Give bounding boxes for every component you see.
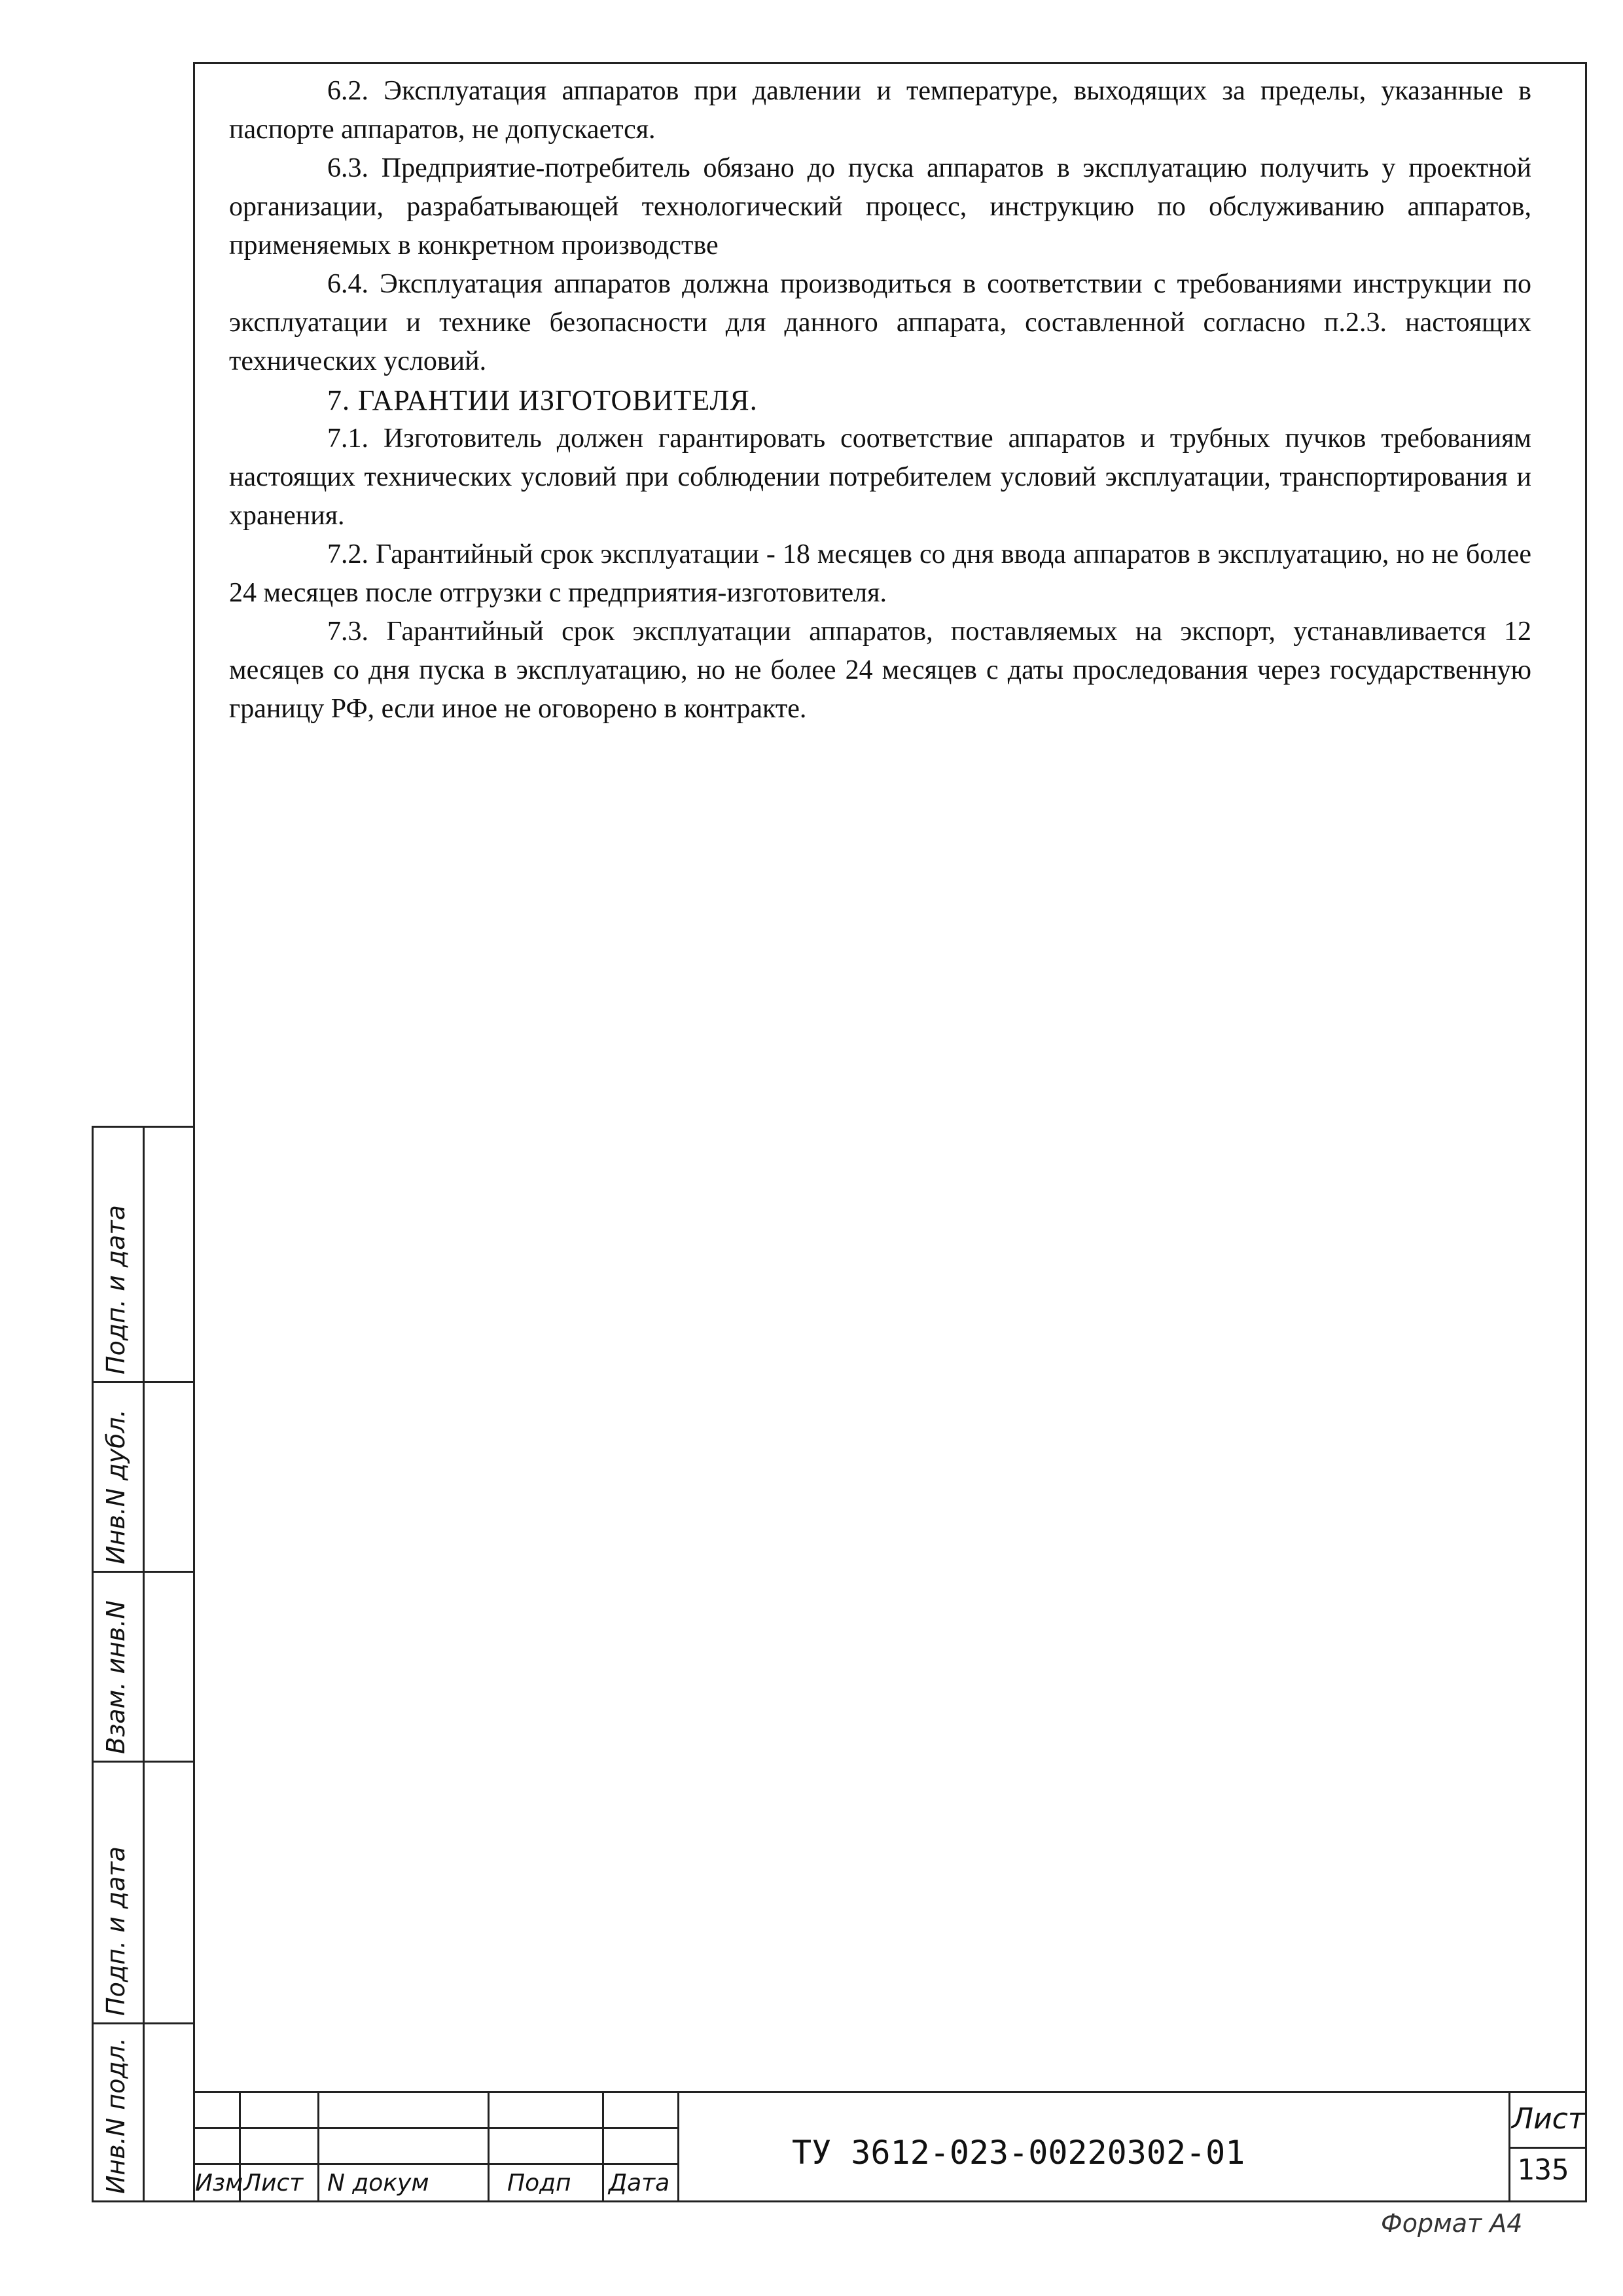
paragraph-7-2: 7.2. Гарантийный срок эксплуатации - 18 месяцев со дня ввода аппаратов в эксплуатацию, но не более 24 месяцев после отгрузки с предприятия-изготовителя. <box>229 539 1531 608</box>
tb-podp: Подп <box>507 2170 571 2197</box>
tb-sheet-number: 135 <box>1517 2153 1569 2187</box>
strip-bottom <box>92 2200 193 2202</box>
tb-col-3 <box>488 2091 490 2202</box>
strip-label-podp-data-top: Подп. и дата <box>101 1205 130 1374</box>
tb-top <box>193 2091 1587 2093</box>
tb-col-5 <box>677 2091 679 2202</box>
paragraph-6-3: 6.3. Предприятие-потребитель обязано до пуска аппаратов в эксплуатацию получить у проектной организации, разрабатывающей технологический процесс, инструкцию по обслуживанию аппаратов, применяемых в конкретном производстве <box>229 153 1531 260</box>
strip-div-4 <box>92 2022 193 2024</box>
strip-label-podp-data-bottom: Подп. и дата <box>101 1846 130 2016</box>
paragraph-6-2: 6.2. Эксплуатация аппаратов при давлении и температуре, выходящих за пределы, указанные в паспорте аппаратов, не допускается. <box>229 76 1531 145</box>
strip-label-vzam-inv: Взам. инв.N <box>101 1600 130 1754</box>
tb-col-4 <box>602 2091 604 2202</box>
strip-inner-border <box>143 1126 145 2202</box>
document-body <box>229 72 1531 728</box>
tb-sheet-label: Лист <box>1512 2102 1585 2136</box>
document-code: ТУ 3612-023-00220302-01 <box>792 2134 1245 2172</box>
strip-label-inv-dubl: Инв.N дубл. <box>101 1409 130 1564</box>
tb-row-2 <box>193 2163 677 2165</box>
strip-div-3 <box>92 1761 193 1763</box>
strip-div-1 <box>92 1381 193 1383</box>
paragraph-6-4: 6.4. Эксплуатация аппаратов должна производиться в соответствии с требованиями инструкции по эксплуатации и технике безопасности для данного аппарата, составленной согласно п.2.3. настоящих технических условий. <box>229 269 1531 376</box>
tb-col-2 <box>317 2091 319 2202</box>
tb-izm: Изм <box>195 2170 243 2197</box>
tb-row-1 <box>193 2127 677 2129</box>
section-heading: 7. ГАРАНТИИ ИЗГОТОВИТЕЛЯ. <box>327 384 758 416</box>
format-label: Формат А4 <box>1381 2209 1523 2238</box>
strip-label-inv-podl: Инв.N подл. <box>101 2037 130 2194</box>
paragraph-7-1: 7.1. Изготовитель должен гарантировать соответствие аппаратов и трубных пучков требованиям настоящих технических условий при соблюдении потребителем условий эксплуатации, транспортирования и хранения. <box>229 423 1531 531</box>
paragraph-7-3: 7.3. Гарантийный срок эксплуатации аппаратов, поставляемых на экспорт, устанавливается 12 месяцев со дня пуска в эксплуатацию, но не более 24 месяцев с даты проследования через государственную границу РФ, если иное не оговорено в контракте. <box>229 617 1531 724</box>
strip-left-border <box>92 1126 94 2202</box>
strip-top <box>92 1126 193 1128</box>
tb-list: Лист <box>243 2170 304 2197</box>
tb-data: Дата <box>609 2170 670 2197</box>
strip-div-2 <box>92 1571 193 1573</box>
tb-n-dokum: N докум <box>327 2170 429 2197</box>
tb-sheet-row <box>1508 2147 1587 2149</box>
